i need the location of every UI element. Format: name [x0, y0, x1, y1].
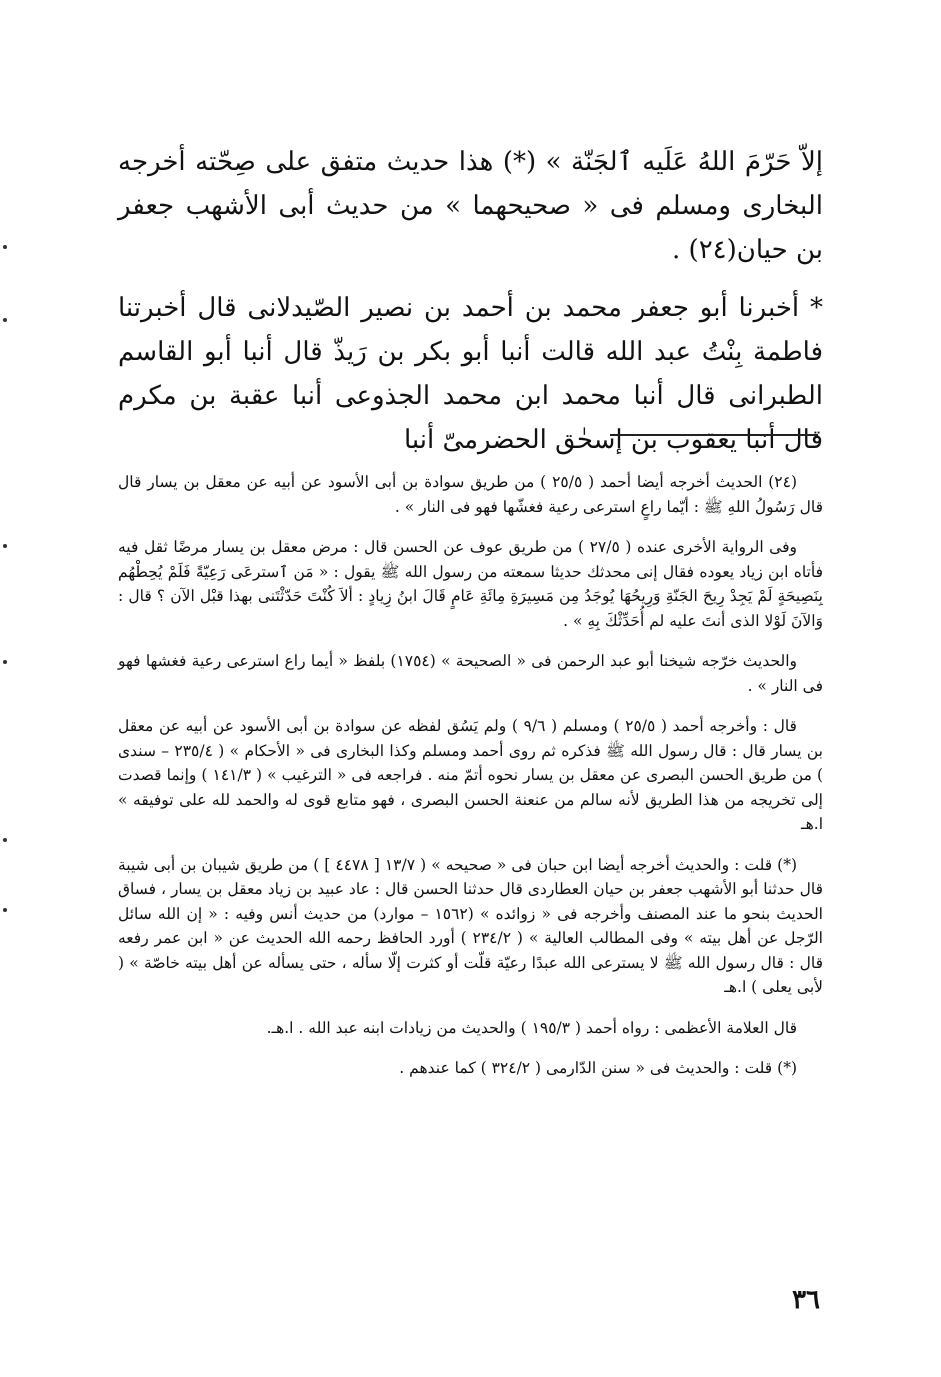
page-number: ٣٦ — [792, 1285, 820, 1315]
footnote-paragraph-ahmad-muslim: قال : وأخرجه أحمد ( ٢٥/٥ ) ومسلم ( ٩/٦ ) ولم يَسُق لفظه عن سوادة بن أبى الأسود عن أبيه عن معقل بن يسار قال : قال رسول الله ﷺ فذكره ثم روى أحمد ومسلم وكذا البخارى فى « الأحكام » ( ٢٣٥/٤ – سندى ) من طريق الحسن البصرى عن معقل بن يسار نحوه أتمّ منه . فراجعه فى « الترغيب » ( ١٤١/٣ ) وإنما قصدت إلى تخريجه من هذا الطريق لأنه سالم من عنعنة الحسن البصرى ، فهو متابع قوى له والحمد لله على توفيقه » ا.هـ — [118, 717, 823, 833]
margin-speck — [3, 908, 7, 912]
main-text — [118, 140, 823, 476]
margin-speck — [3, 318, 7, 322]
main-paragraph-1: إلاّ حَرّمَ اللهُ عَلَيه ٱلجَنّة » (*) هذا حديث متفق على صِحّته أخرجه البخارى ومسلم فى « صحيحهما » من حديث أبى الأشهب جعفر بن حيان(٢٤) . — [118, 147, 823, 265]
footnote-paragraph-ibn-hibban: (*) قلت : والحديث أخرجه أيضا ابن حبان فى « صحيحه » ( ١٣/٧ [ ٤٤٧٨ ] ) من طريق شيبان بن أبى شيبة قال حدثنا أبو الأشهب جعفر بن حيان العطاردى قال حدثنا الحسن قال : عاد عبيد بن زياد معقل بن يسار ، فساق الحديث بنحو ما عند المصنف وأخرجه فى « زوائده » (١٥٦٢ – موارد) من حديث أنس وفيه : « إن الله سائل الرّجل عن أهل بيته » وفى المطالب العالية » ( ٢٣٤/٢ ) أورد الحافظ رحمه الله الحديث عن « ابن عمر رفعه قال : قال رسول الله ﷺ لا يسترعى الله عبدًا رعيّة قلّت أو كثرت إلّا سأله ، حتى يسأله عن أهل بيته خاصّة » ( لأبى يعلى ) ا.هـ — [118, 855, 823, 996]
margin-speck — [3, 660, 7, 664]
margin-speck — [3, 544, 7, 548]
margin-speck — [3, 838, 7, 842]
footnotes — [118, 470, 823, 1097]
footnote-paragraph-other-narration: وفى الرواية الأخرى عنده ( ٢٧/٥ ) من طريق عوف عن الحسن قال : مرض معقل بن يسار مرضًا ثقل فيه فأتاه ابن زياد يعوده فقال إنى محدثك حديثا سمعته من رسول الله ﷺ يقول : « مَن ٱسترعَى رَعِيّةً فَلَمْ يُحِطْهُم بِنَصِيحَةٍ لَمْ يَجِدْ رِيحَ الجَنّةِ وَرِيحُهَا يُوجَدُ مِن مَسِيرَةِ مِائَةِ عَامٍ قَالَ ابنُ زِيادٍ : ألاَ كُنْتَ حَدّثْتَنى بهذا قبْل الآن ؟ قال : وَالآنَ لَوْلا الذى أنتَ عليه لم أُحَدِّثْكَ بِهِ » . — [118, 538, 823, 630]
footnote-paragraph-darimi: (*) قلت : والحديث فى « سنن الدّارمى ( ٣٢٤/٢ ) كما عندهم . — [399, 1059, 797, 1077]
footnote-paragraph-sahiha: والحديث خرّجه شيخنا أبو عبد الرحمن فى « الصحيحة » (١٧٥٤) بلفظ « أيما راع استرعى رعية فغشها فهو فى النار » . — [118, 652, 823, 695]
footnote-separator — [610, 434, 818, 436]
footnote-paragraph-azami: قال العلامة الأعظمى : رواه أحمد ( ١٩٥/٣ ) والحديث من زيادات ابنه عبد الله . ا.هـ. — [266, 1018, 797, 1037]
main-paragraph-2: * أخبرنا أبو جعفر محمد بن أحمد بن نصير الصّيدلانى قال أخبرتنا فاطمة بِنْتُ عبد الله قالت أنبا أبو بكر بن رَيذّ قال أنبا أبو القاسم الطبرانى قال أنبا محمد ابن محمد الجذوعى أنبا عقبة بن مكرم قال أنبا يعقوب بن إسحٰق الحضرمىّ أنبا — [118, 293, 824, 455]
footnote-24: (٢٤) الحديث أخرجه أيضا أحمد ( ٢٥/٥ ) من طريق سوادة بن أبى الأسود عن أبيه عن معقل بن يسار قال قال رَسُولُ اللهِ ﷺ : أيّما راعٍ استرعى رعية فغشّها فهو فى النار » . — [118, 473, 823, 516]
margin-speck — [3, 245, 7, 249]
